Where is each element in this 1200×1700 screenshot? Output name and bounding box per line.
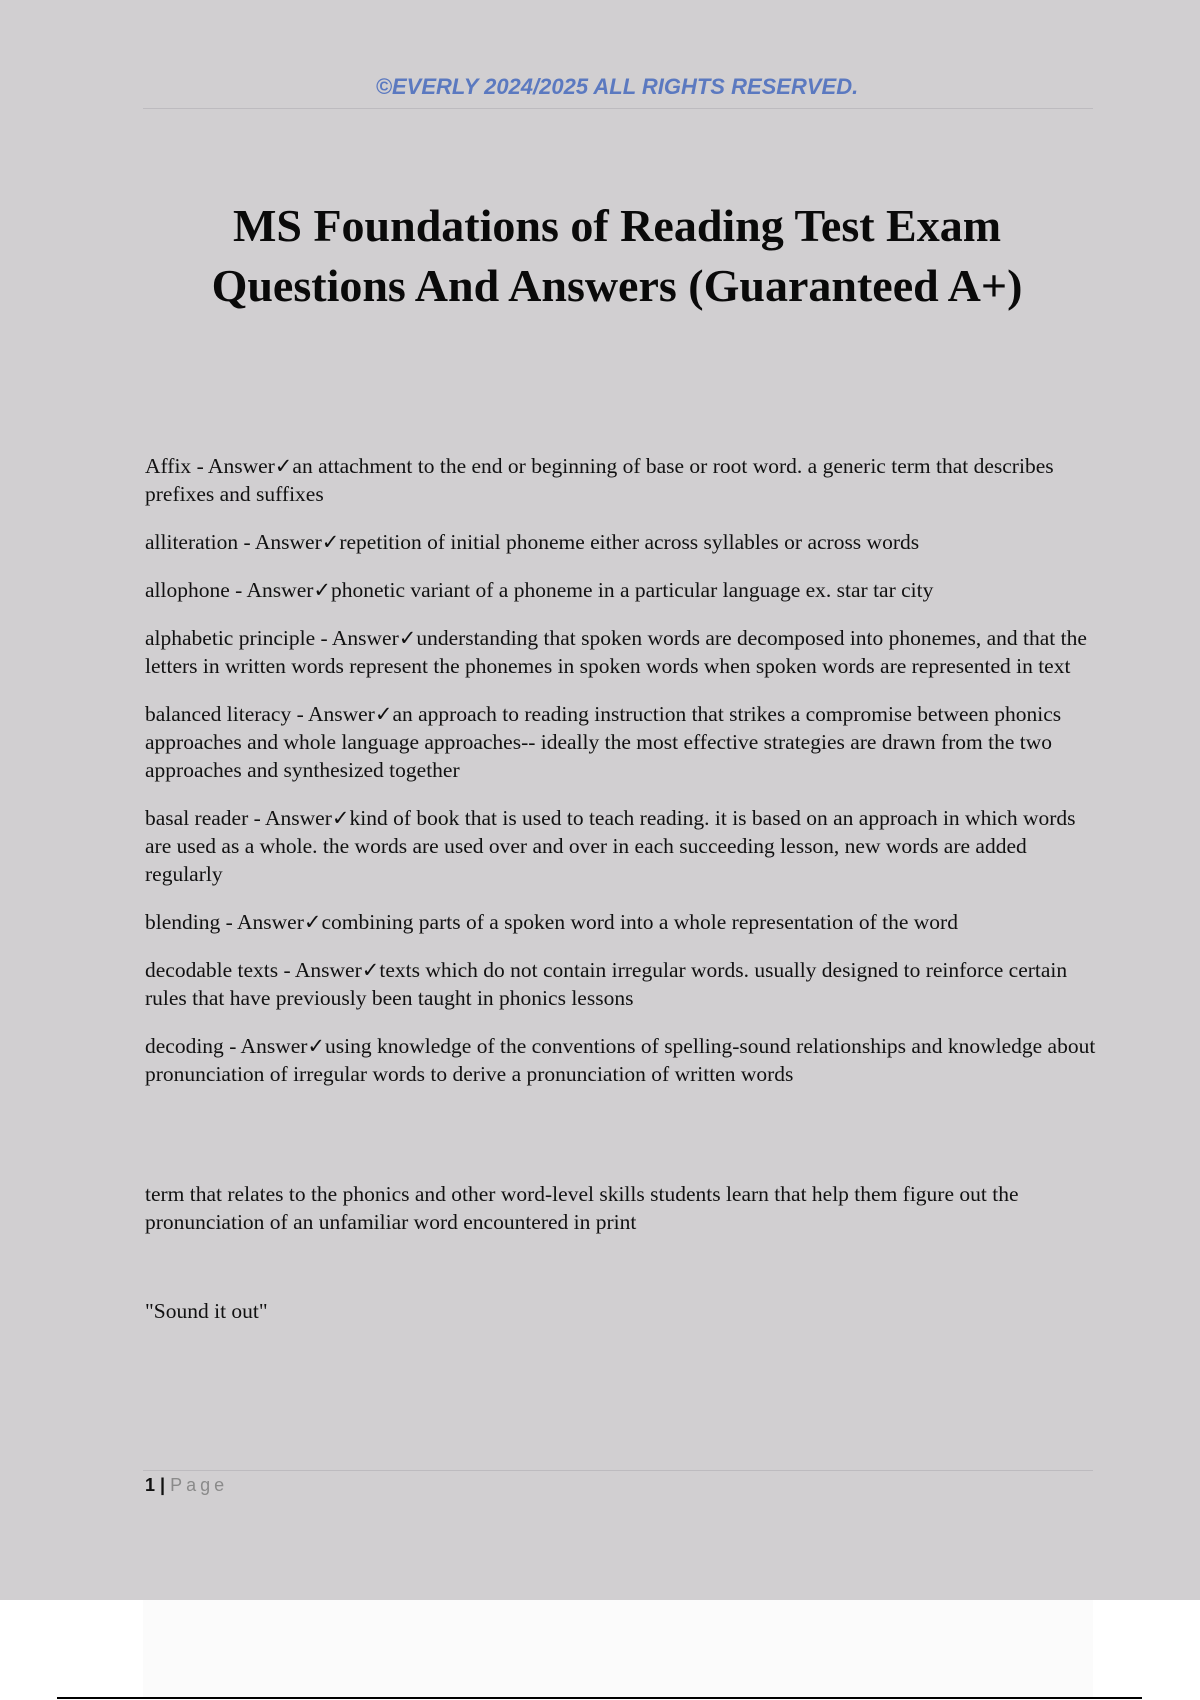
answer-label: Answer [246,578,314,602]
answer-label: Answer [207,454,275,478]
checkmark-icon: ✓ [398,626,417,650]
bottom-divider [57,1697,1142,1699]
copyright-header: ©EVERLY 2024/2025 ALL RIGHTS RESERVED. [375,74,859,99]
glossary-entry: alliteration - Answer✓repetition of initial phoneme either across syllables or across words [145,530,920,554]
checkmark-icon: ✓ [307,1034,326,1058]
header-divider [143,108,1093,109]
page-footer [145,1475,228,1496]
answer-label: Answer [236,910,304,934]
glossary-entry: basal reader - Answer✓kind of book that is used to teach reading. it is based on an approach in which words are used as a whole. the words are used over and over in each succeeding lesson, new words are added regularly [145,806,1076,886]
next-page-preview [143,1600,1093,1698]
entry-definition: an attachment to the end or beginning of base or root word. a generic term that describes prefixes and suffixes [145,454,1054,506]
entry-term: Affix [145,454,192,478]
title-line-1: MS Foundations of Reading Test Exam [232,200,1002,251]
glossary-entries [145,452,1100,1108]
page-number: 1 [145,1475,156,1495]
entry-term: allophone [145,578,230,602]
checkmark-icon: ✓ [331,806,350,830]
entry-definition: understanding that spoken words are decomposed into phonemes, and that the letters in written words represent the phonemes in spoken words when spoken words are represented in text [145,626,1087,678]
entry-term: alphabetic principle [145,626,316,650]
entry-definition: combining parts of a spoken word into a whole representation of the word [321,910,958,934]
entry-definition: texts which do not contain irregular words. usually designed to reinforce certain rules that have previously been taught in phonics lessons [145,958,1068,1010]
page-label: Page [170,1475,229,1495]
answer-label: Answer [240,1034,308,1058]
checkmark-icon: ✓ [313,578,332,602]
checkmark-icon: ✓ [361,958,380,982]
glossary-entry: blending - Answer✓combining parts of a spoken word into a whole representation of the word [145,910,958,934]
definition-paragraph: term that relates to the phonics and other word-level skills students learn that help them figure out the pronunciation of an unfamiliar word encountered in print [145,1182,1019,1234]
checkmark-icon: ✓ [321,530,340,554]
glossary-entry: decodable texts - Answer✓texts which do not contain irregular words. usually designed to reinforce certain rules that have previously been taught in phonics lessons [145,958,1068,1010]
checkmark-icon: ✓ [303,910,322,934]
entry-definition: phonetic variant of a phoneme in a particular language ex. star tar city [331,578,934,602]
entry-term: decodable texts [145,958,279,982]
answer-label: Answer [264,806,332,830]
entry-term: balanced literacy [145,702,292,726]
entry-term: decoding [145,1034,224,1058]
glossary-entry: alphabetic principle - Answer✓understanding that spoken words are decomposed into phonemes, and that the letters in written words represent the phonemes in spoken words when spoken words are represented in text [145,626,1087,678]
answer-label: Answer [254,530,322,554]
glossary-entry: balanced literacy - Answer✓an approach to reading instruction that strikes a compromise between phonics approaches and whole language approaches-- ideally the most effective strategies are drawn from the two approaches and synthesized together [145,702,1062,782]
glossary-entry: Affix - Answer✓an attachment to the end or beginning of base or root word. a generic term that describes prefixes and suffixes [145,454,1054,506]
answer-label: Answer [294,958,362,982]
glossary-entry: allophone - Answer✓phonetic variant of a phoneme in a particular language ex. star tar city [145,578,934,602]
entry-definition: an approach to reading instruction that strikes a compromise between phonics approaches and whole language approaches-- ideally the most effective strategies are drawn from the two approaches and synthesized together [145,702,1062,782]
entry-definition: kind of book that is used to teach reading. it is based on an approach in which words are used as a whole. the words are used over and over in each succeeding lesson, new words are added regularly [145,806,1076,886]
title-line-2: Questions And Answers (Guaranteed A+) [211,260,1023,311]
entry-term: basal reader [145,806,249,830]
answer-label: Answer [307,702,375,726]
footer-divider [143,1470,1093,1471]
document-title [120,196,1114,316]
checkmark-icon: ✓ [274,454,293,478]
answer-label: Answer [331,626,399,650]
entry-definition: repetition of initial phoneme either across syllables or across words [339,530,920,554]
checkmark-icon: ✓ [374,702,393,726]
entry-definition: using knowledge of the conventions of spelling-sound relationships and knowledge about pronunciation of irregular words to derive a pronunciation of written words [145,1034,1096,1086]
entry-term: alliteration [145,530,239,554]
page-separator: | [160,1475,166,1495]
glossary-entry: decoding - Answer✓using knowledge of the conventions of spelling-sound relationships and knowledge about pronunciation of irregular words to derive a pronunciation of written words [145,1034,1096,1086]
entry-term: blending [145,910,221,934]
quote-paragraph: "Sound it out" [145,1299,268,1323]
